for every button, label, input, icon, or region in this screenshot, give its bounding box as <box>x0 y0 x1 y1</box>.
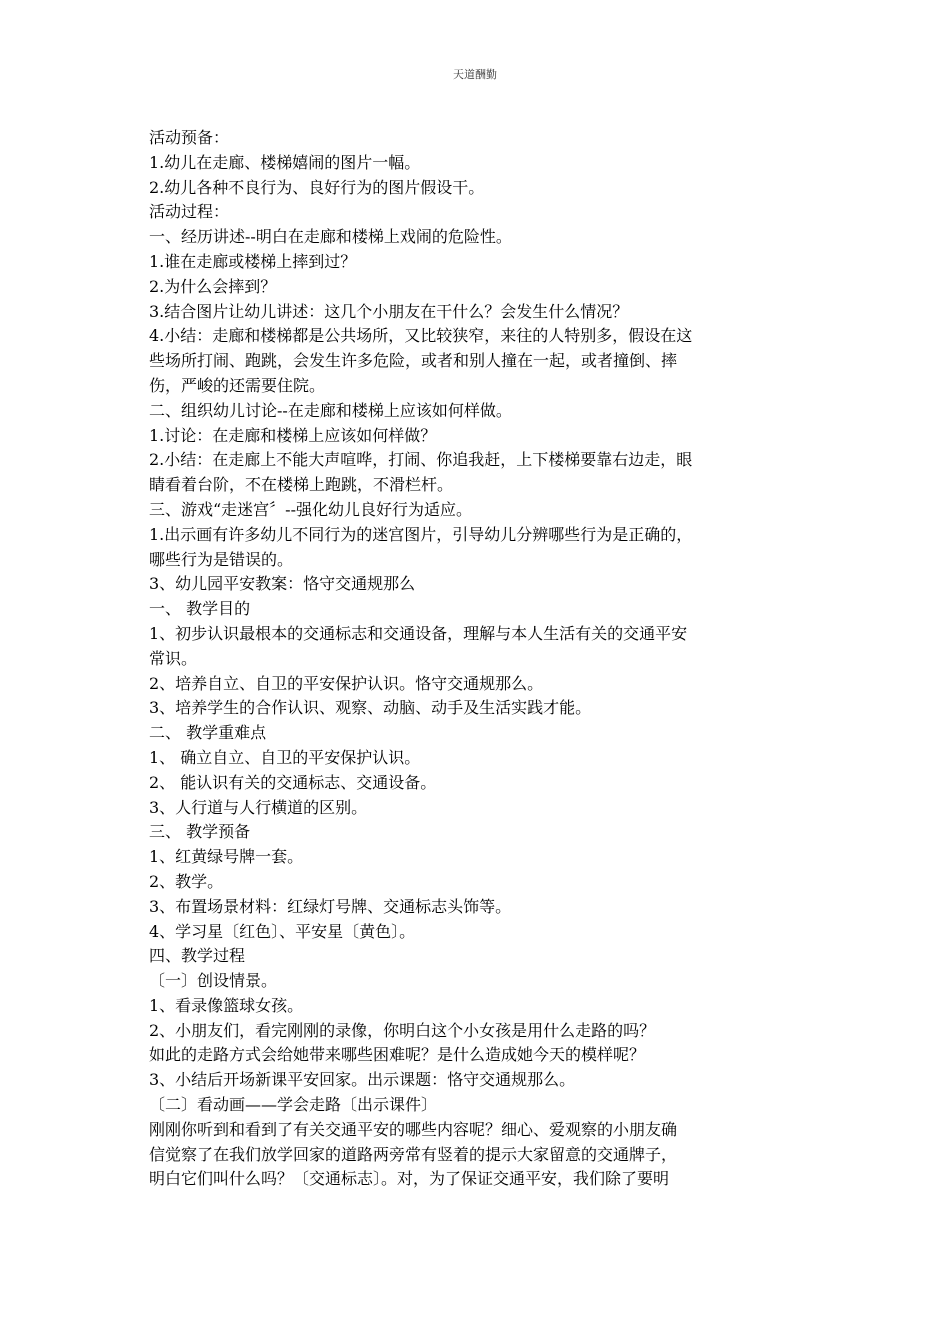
text-line: 3、小结后开场新课平安回家。出示课题：恪守交通规那么。 <box>149 1070 576 1090</box>
text-line: 1、 确立自立、自卫的平安保护认识。 <box>149 747 421 767</box>
text-line: 2.为什么会摔到？ <box>149 276 277 296</box>
text-line: 如此的走路方式会给她带来哪些困难呢？是什么造成她今天的模样呢？ <box>149 1045 646 1065</box>
text-line: 3.结合图片让幼儿讲述：这几个小朋友在干什么？会发生什么情况？ <box>149 301 629 321</box>
text-line: 四、教学过程 <box>149 946 246 966</box>
text-line: 三、游戏“走迷宫〞--强化幼儿良好行为适应。 <box>149 499 472 519</box>
text-line: 明白它们叫什么吗？〔交通标志〕。对，为了保证交通平安，我们除了要明 <box>149 1169 670 1189</box>
text-line: 2、小朋友们，看完刚刚的录像，你明白这个小女孩是用什么走路的吗？ <box>149 1020 656 1040</box>
text-line: 3、培养学生的合作认识、观察、动脑、动手及生活实践才能。 <box>149 698 592 718</box>
text-line: 1、看录像篮球女孩。 <box>149 995 304 1015</box>
text-line: 活动预备： <box>149 128 230 147</box>
text-line: 〔一〕创设情景。 <box>149 971 278 991</box>
text-line: 信觉察了在我们放学回家的道路两旁常有竖着的提示大家留意的交通牌子， <box>149 1144 678 1164</box>
text-line: 3、幼儿园平安教案：恪守交通规那么 <box>149 574 416 594</box>
text-line: 1、红黄绿号牌一套。 <box>149 847 304 867</box>
page-header: 天道酬勤 <box>453 68 497 81</box>
text-line: 1、初步认识最根本的交通标志和交通设备，理解与本人生活有关的交通平安 <box>149 623 688 643</box>
text-line: 一、 教学目的 <box>149 599 251 619</box>
text-line: 二、 教学重难点 <box>149 723 267 743</box>
text-line: 些场所打闹、跑跳，会发生许多危险，或者和别人撞在一起，或者撞倒、摔 <box>149 351 678 371</box>
text-line: 伤，严峻的还需要住院。 <box>149 375 326 395</box>
text-line: 三、 教学预备 <box>149 822 251 842</box>
text-line: 二、组织幼儿讨论--在走廊和楼梯上应该如何样做。 <box>149 400 512 420</box>
text-line: 4.小结：走廊和楼梯都是公共场所，又比较狭窄，来往的人特别多，假设在这 <box>149 326 693 346</box>
text-line: 2.幼儿各种不良行为、良好行为的图片假设干。 <box>149 177 485 197</box>
text-line: 2、培养自立、自卫的平安保护认识。恪守交通规那么。 <box>149 673 544 693</box>
text-line: 哪些行为是错误的。 <box>149 549 294 569</box>
text-line: 2、教学。 <box>149 871 224 891</box>
text-line: 1.谁在走廊或楼梯上摔到过？ <box>149 251 357 271</box>
text-line: 4、学习星〔红色〕、平安星〔黄色〕。 <box>149 921 416 941</box>
text-line: 3、布置场景材料：红绿灯号牌、交通标志头饰等。 <box>149 896 512 916</box>
text-line: 1.幼儿在走廊、楼梯嬉闹的图片一幅。 <box>149 152 421 172</box>
text-line: 1.讨论：在走廊和楼梯上应该如何样做？ <box>149 425 437 445</box>
text-line: 睛看着台阶，不在楼梯上跑跳，不滑栏杆。 <box>149 475 454 495</box>
text-line: 1.出示画有许多幼儿不同行为的迷宫图片，引导幼儿分辨哪些行为是正确的， <box>149 524 693 544</box>
text-line: 2、 能认识有关的交通标志、交通设备。 <box>149 772 437 792</box>
text-line: 常识。 <box>149 648 198 668</box>
document-body <box>149 126 809 1192</box>
text-line: 刚刚你听到和看到了有关交通平安的哪些内容呢？细心、爱观察的小朋友确 <box>149 1119 678 1139</box>
text-line: 一、经历讲述--明白在走廊和楼梯上戏闹的危险性。 <box>149 227 512 247</box>
text-line: 活动过程： <box>149 202 230 222</box>
text-line: 2.小结：在走廊上不能大声喧哗，打闹、你追我赶，上下楼梯要靠右边走，眼 <box>149 450 693 470</box>
text-line: 〔二〕看动画——学会走路〔出示课件〕 <box>149 1095 438 1115</box>
text-line: 3、人行道与人行横道的区别。 <box>149 797 368 817</box>
